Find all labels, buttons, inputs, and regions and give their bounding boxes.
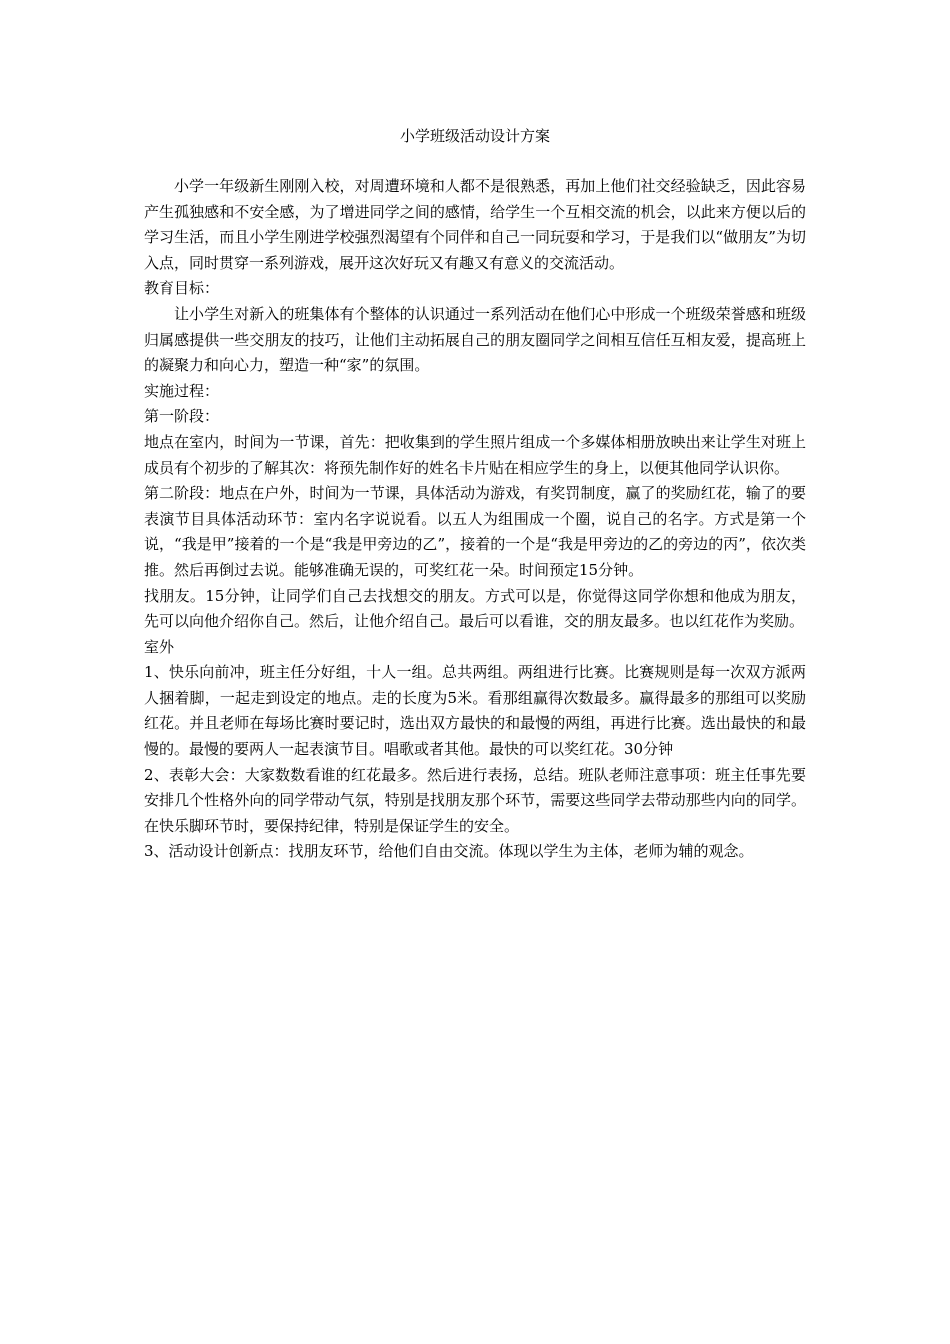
find-friends-paragraph: 找朋友。15分钟，让同学们自己去找想交的朋友。方式可以是，你觉得这同学你想和他成为朋友，先可以向他介绍你自己。然后，让他介绍自己。最后可以看谁，交的朋友最多。也以红花作为奖励。 — [144, 586, 806, 631]
section-heading-process: 实施过程： — [144, 381, 220, 400]
outdoor-heading: 室外 — [144, 637, 175, 656]
list-item-3: 3、活动设计创新点：找朋友环节，给他们自由交流。体现以学生为主体，老师为辅的观念。 — [144, 842, 754, 861]
stage-one-paragraph: 地点在室内，时间为一节课，首先：把收集到的学生照片组成一个多媒体相册放映出来让学生对班上成员有个初步的了解其次：将预先制作好的姓名卡片贴在相应学生的身上，以便其他同学认识你。 — [144, 432, 806, 477]
document-body — [144, 174, 806, 865]
list-item-1: 1、快乐向前冲，班主任分好组，十人一组。总共两组。两组进行比赛。比赛规则是每一次双方派两人捆着脚，一起走到设定的地点。走的长度为5米。看那组赢得次数最多。赢得最多的那组可以奖励红花。并且老师在每场比赛时要记时，选出双方最快的和最慢的两组，再进行比赛。选出最快的和最慢的。最慢的要两人一起表演节目。唱歌或者其他。最快的可以奖红花。30分钟 — [144, 663, 806, 759]
list-item-2: 2、表彰大会：大家数数看谁的红花最多。然后进行表扬，总结。班队老师注意事项：班主任事先要安排几个性格外向的同学带动气氛，特别是找朋友那个环节，需要这些同学去带动那些内向的同学。在快乐脚环节时，要保持纪律，特别是保证学生的安全。 — [144, 765, 806, 835]
goals-paragraph: 让小学生对新入的班集体有个整体的认识通过一系列活动在他们心中形成一个班级荣誉感和班级归属感提供一些交朋友的技巧，让他们主动拓展自己的朋友圈同学之间相互信任互相友爱，提高班上的凝聚力和向心力，塑造一种“家”的氛围。 — [144, 304, 806, 375]
intro-paragraph: 小学一年级新生刚刚入校，对周遭环境和人都不是很熟悉，再加上他们社交经验缺乏，因此容易产生孤独感和不安全感，为了增进同学之间的感情，给学生一个互相交流的机会，以此来方便以后的学习生活，而且小学生刚进学校强烈渴望有个同伴和自己一同玩耍和学习，于是我们以“做朋友”为切入点，同时贯穿一系列游戏，展开这次好玩又有趣又有意义的交流活动。 — [144, 177, 806, 272]
stage-two-paragraph: 第二阶段：地点在户外，时间为一节课，具体活动为游戏，有奖罚制度，赢了的奖励红花，输了的要表演节目具体活动环节：室内名字说说看。以五人为组围成一个圈，说自己的名字。方式是第一个说，“我是甲”接着的一个是“我是甲旁边的乙”，接着的一个是“我是甲旁边的乙的旁边的丙”，依次类推。然后再倒过去说。能够准确无误的，可奖红花一朵。时间预定15分钟。 — [144, 484, 806, 579]
document-title: 小学班级活动设计方案 — [399, 127, 550, 145]
section-heading-goals: 教育目标： — [144, 279, 220, 298]
stage-one-heading: 第一阶段： — [144, 407, 220, 426]
